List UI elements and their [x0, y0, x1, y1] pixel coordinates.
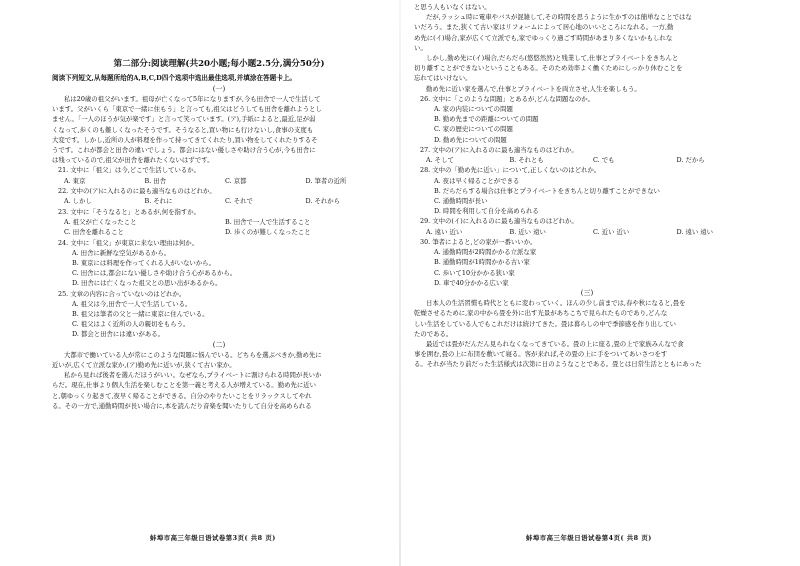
option-d[interactable]: D. 筆者の近所	[305, 176, 347, 185]
option-d[interactable]: D. だから	[676, 156, 705, 165]
option-c[interactable]: C. 通勤時間が長い	[434, 197, 488, 206]
passage-line: 切り離すことができないということもある。そのため効率よく働くためにしっかり休むことを	[414, 64, 683, 73]
question-stem: 25. 文章の内容に合っていないのはどれか。	[58, 289, 186, 298]
passage-line: 大都市で働いている人が常にこのような問題に悩んでいる。どちらを選ぶべきか,勤め先に	[64, 350, 322, 359]
passage-line: いだろう。また,狭くて古い家はリフォームによって居心地のいいところになれる。一方,勤	[414, 23, 674, 32]
option-b[interactable]: B. それとも	[509, 156, 544, 165]
option-d[interactable]: D. それから	[305, 197, 341, 206]
passage-line: る。その一方で,通勤時間が長い場合に,本を読んだり音楽を聞いたりして自分を高められる	[52, 401, 312, 410]
passage-line: 日本人の生活習慣も時代とともに変わっていく。ほんの少し前までは,春や秋になると,畳を	[426, 299, 686, 308]
passage-line: と思う人もいなくはない。	[414, 3, 491, 11]
option-b[interactable]: B. 田舎で一人で生活すること	[225, 217, 311, 226]
option-c[interactable]: C. 京都	[225, 176, 247, 185]
question-26	[414, 94, 760, 145]
passage-1	[52, 94, 386, 165]
option-a[interactable]: A. 東京	[64, 176, 86, 185]
option-b[interactable]: B. 田舎	[144, 176, 167, 185]
passage-line: い。	[414, 43, 427, 52]
passage-line: しかし,勤め先に(イ)場合,だらだら(悠悠然然)と残業して,仕事とプライベートをきちんと	[426, 54, 679, 63]
option-a[interactable]: A. しかし	[64, 197, 92, 206]
passage-line: 私は20歳の祖父がいます。祖母が亡くなって5年になりますが,今も田舎で一人で生活して	[64, 95, 321, 103]
question-22	[52, 186, 386, 207]
option-c[interactable]: C. 歩いて10分かかる狭い家	[434, 268, 515, 277]
option-a[interactable]: A. 通勤時間が2時間かかる立派な家	[434, 248, 537, 257]
question-stem: 21. 文中に「祖父」は今,どこで生活しているか。	[58, 166, 201, 175]
option-c[interactable]: C. 田舎を離れること	[64, 228, 124, 237]
passage-line: 事を囲む,畳の上に布団を敷いて寝る。客が来れば,その畳の上に手をついてあいさつをす	[414, 350, 668, 359]
passage-line: と,朝ゆっくり起きて,夜早く帰ることができる。自分のやりたいことをリラックスしてやれ	[52, 391, 312, 400]
option-d[interactable]: D. 都会と田舎には違いがある。	[72, 330, 165, 339]
question-stem: 28. 文中の「勤め先に近い」について,正しくないのはどれか。	[420, 166, 601, 175]
page-footer: 蚌埠市高三年级日语试卷第3页( 共8 页)	[150, 534, 276, 542]
option-b[interactable]: B. 祖父は筆者の父と一緒に東京に住んでいる。	[72, 310, 209, 319]
option-a[interactable]: A. 夜は早く帰ることができる	[434, 176, 520, 185]
passage-line: 最近では畳がだんだん見られなくなってきている。畳の上に座る,畳の上で家族みんなで食	[426, 339, 684, 348]
passage-line: だが,ラッシュ時に電車やバスが混雑して,その時間を思うように生かすのは簡単なことではな	[426, 13, 692, 22]
question-27	[414, 145, 760, 166]
option-c[interactable]: C. でも	[593, 156, 615, 165]
option-a[interactable]: A. 田舎に新鮮な空気があるから。	[72, 248, 171, 257]
option-c[interactable]: C. 近い 近い	[593, 227, 630, 236]
question-stem: 26. 文中に「このような問題」とあるが,どんな問題なのか。	[420, 94, 594, 103]
option-b[interactable]: B. 通勤時間が1時間かかる古い家	[434, 258, 530, 267]
option-c[interactable]: C. 田舎には,都会にない優しさや助け合う心があるから。	[72, 269, 237, 278]
option-b[interactable]: B. それに	[144, 197, 173, 206]
passage-line: 近いが,広くて立派な家か,(ア)勤め先に近いが,狭くて古い家か。	[52, 360, 236, 369]
option-d[interactable]: D. 遠い 遠い	[676, 227, 714, 236]
question-25	[52, 289, 386, 340]
question-23	[52, 207, 386, 238]
option-b[interactable]: B. 勤め先までの距離についての問題	[434, 115, 539, 124]
question-24	[52, 238, 386, 289]
option-b[interactable]: B. だらだらする場合は仕事とプライベートをきちんと切り離すことができない	[434, 186, 660, 195]
passage-line: は残っているので,祖父が田舎を離れたくないはずです。	[52, 156, 214, 165]
section-3-heading: (三)	[580, 289, 594, 298]
passage-line: 乾燥させるために,家の中から畳を外に出す光景があちこちで見られたものであり,どんな	[414, 309, 668, 318]
option-d[interactable]: D. 車で40分かかる広い家	[434, 278, 509, 287]
passage-line: らだ。現在,仕事より個人生活を楽しむことを第一義と考える人が増えている。勤め先に近い	[52, 381, 317, 390]
passage-line: くなって,歩くのも難しくなったそうです。そうなると,買い物にも行けないし,食事の支度も	[52, 125, 314, 134]
passage-line: ません。「一人のほうが気が楽です」と言って笑っています。(ア),手紙によると,最近,足が弱	[52, 115, 316, 124]
option-a[interactable]: A. 祖父は今,田舎で一人で生活している。	[72, 299, 192, 308]
option-a[interactable]: A. 遠い 近い	[426, 227, 463, 236]
passage-line: います。父がいくら「東京で一緒に住もう」と言っても,祖父はどうしても田舎を離れようとし	[52, 105, 322, 114]
option-c[interactable]: C. それで	[225, 197, 253, 206]
question-stem: 22. 文中の(ア)に入れるのに最も適当なものはどれか。	[58, 187, 216, 196]
option-d[interactable]: D. 田舎には亡くなった祖父との思い出があるから。	[72, 279, 222, 288]
passage-2-continued	[414, 2, 760, 94]
question-stem: 29. 文中の(イ)に入れるのに最も適当なものはどれか。	[420, 217, 578, 226]
passage-line: 私から見れば後者を選んだほうがいい。なぜなら,プライベートに割けられる時間が長いか	[64, 371, 322, 380]
passage-line: 忘れてはいけない。	[414, 74, 472, 83]
passage-line: る。それが当たり前だった生活様式は次第に日のようなことである。畳とは日常生活とともにあった	[414, 360, 702, 369]
passage-line: め先に(イ)場合,家が広くて立派でも,家でゆっくり過ごす時間があまり多くないかもしれな	[414, 33, 673, 42]
option-a[interactable]: A. 家の内装についての問題	[434, 105, 513, 114]
question-stem: 24. 文中に「祖父」が東京に来ない理由は何か。	[58, 238, 199, 247]
question-30	[414, 237, 760, 288]
question-stem: 23. 文中に「そうなると」とあるが,何を指すか。	[58, 207, 201, 216]
question-29	[414, 216, 760, 237]
section-1-heading: (一)	[212, 85, 226, 93]
option-d[interactable]: D. 歩くのが難しくなったこと	[225, 228, 311, 237]
option-a[interactable]: A. そして	[426, 156, 454, 165]
option-b[interactable]: B. 近い 遠い	[509, 227, 546, 236]
passage-line: たのである。	[414, 329, 453, 338]
passage-3	[414, 298, 760, 369]
question-21	[52, 165, 386, 186]
option-d[interactable]: D. 勤め先についての問題	[434, 135, 507, 144]
page-footer: 蚌埠市高三年级日语试卷第4页( 共8 页)	[526, 534, 652, 542]
instruction: 阅读下列短文,从每题所给的A,B,C,D四个选项中选出最佳选项,并填涂在答题卡上。	[52, 74, 297, 82]
passage-line: うです。これが都会と田舎の違いでしょう。都会にはない優しさや助け合う心が,今も田舎に	[52, 146, 316, 155]
passage-line: 勤め先に近い家を選んで,仕事とプライベートを両立させ,人生を楽しもう。	[426, 84, 641, 93]
option-c[interactable]: C. 家の歴史についての問題	[434, 125, 513, 134]
question-stem: 30. 筆者によると,どの家が一番いいか。	[420, 238, 537, 247]
option-b[interactable]: B. 東京には料理を作ってくれる人がいないから。	[72, 259, 215, 268]
section-2-heading: (二)	[212, 340, 226, 349]
option-c[interactable]: C. 祖父はよく近所の人の親切をもらう。	[72, 320, 190, 329]
passage-line: しい生活をしている人でもこれだけは続けてきた。畳は暮らしの中で季節感を作り出してい	[414, 319, 677, 328]
option-a[interactable]: A. 祖父が亡くなったこと	[64, 217, 137, 226]
part-title: 第二部分:阅读理解(共20小题;每小题2.5分,满分50分)	[113, 59, 325, 69]
right-page	[400, 0, 800, 566]
option-d[interactable]: D. 時間を利用して自分を高められる	[434, 207, 539, 216]
passage-line: 大変です。しかし,近所の人が料理を作って持ってきてくれたり,買い物をしてくれたりするそ	[52, 135, 318, 144]
passage-2	[52, 350, 386, 411]
question-stem: 27. 文中の(ア)に入れるのに最も適当なものはどれか。	[420, 145, 578, 154]
question-28	[414, 165, 760, 216]
